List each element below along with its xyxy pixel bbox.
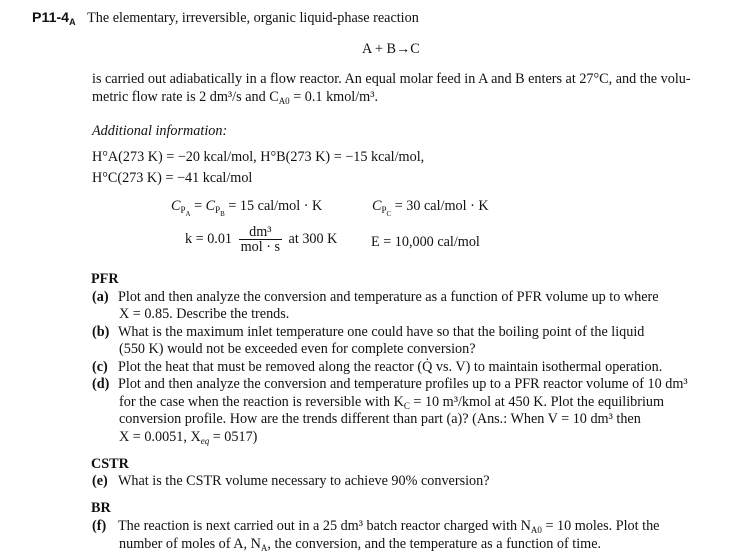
question-f-line-1: The reaction is next carried out in a 25 dm³ batch reactor charged with N xyxy=(118,518,531,534)
question-a xyxy=(92,288,659,306)
problem-header xyxy=(32,9,419,31)
activation-energy: E = 10,000 cal/mol xyxy=(371,234,480,250)
question-f-line-2: number of moles of A, N xyxy=(119,536,261,552)
question-b-line-1: What is the maximum inlet temperature one could have so that the boiling point of the liquid xyxy=(118,324,645,340)
question-a-cont: X = 0.85. Describe the trends. xyxy=(119,306,290,322)
question-f-cont: number of moles of A, $N_A$, the conversion, and the temperature as a function of time. xyxy=(119,536,602,553)
question-b xyxy=(92,323,644,341)
heat-capacity-ab: $C_{P_A} = C_{P_B} = 15$ cal/mol · K xyxy=(171,198,323,218)
reaction-equation: A + B→C xyxy=(362,41,420,57)
enthalpy-line-1: H°A(273 K) = −20 kcal/mol, H°B(273 K) = −15 kcal/mol, xyxy=(92,149,425,165)
heat-capacity-c: $C_{P_C} = 30$ cal/mol · K xyxy=(372,198,489,218)
question-a-line-1: Plot and then analyze the conversion and temperature as a function of PFR volume up to where xyxy=(118,289,659,305)
question-b-label: (b) xyxy=(92,324,110,340)
question-c-label: (c) xyxy=(92,359,108,375)
rate-constant-units xyxy=(239,225,282,254)
rate-constant-suffix: at 300 K xyxy=(288,230,338,247)
question-d-line-1: Plot and then analyze the conversion and temperature profiles up to a PFR reactor volume of 10 dm³ xyxy=(118,376,688,392)
question-f-line-1-b: = 10 moles. Plot the xyxy=(541,518,660,534)
additional-info-heading: Additional information: xyxy=(92,123,228,139)
question-d-line-4: X = 0.0051, X xyxy=(119,429,201,445)
section-br: BR xyxy=(91,500,111,516)
section-cstr: CSTR xyxy=(91,456,129,472)
question-e-line-1: What is the CSTR volume necessary to achieve 90% conversion? xyxy=(118,473,490,489)
question-f-line-2-b: , the conversion, and the temperature as a function of time. xyxy=(267,536,602,552)
question-d-cont-1: for the case when the reaction is reversible with $K_C = 10$ m³/kmol at 450 K. Plot the equilibrium xyxy=(119,394,665,411)
question-d-label: (d) xyxy=(92,376,110,392)
section-pfr: PFR xyxy=(91,271,119,287)
problem-difficulty: A xyxy=(69,17,76,27)
rate-constant-prefix: k = 0.01 xyxy=(185,230,233,247)
question-d-line-2: for the case when the reaction is reversible with K xyxy=(119,394,404,410)
intro-line-2 xyxy=(92,88,378,110)
rate-constant xyxy=(185,225,337,254)
question-d-cont-2: conversion profile. How are the trends different than part (a)? (Ans.: When V = 10 dm³ then xyxy=(119,411,641,427)
rate-constant-units-den: mol · s xyxy=(240,239,280,255)
heat-capacity-ab-value: = 15 cal/mol · K xyxy=(228,198,323,214)
question-d xyxy=(92,375,688,393)
question-d-line-2-b: = 10 m³/kmol at 450 K. Plot the equilibrium xyxy=(409,394,665,410)
question-b-cont: (550 K) would not be exceeded even for complete conversion? xyxy=(119,341,476,357)
intro-line-2-text: metric flow rate is 2 dm³/s and C xyxy=(92,89,279,105)
intro-line-2-sub: A0 xyxy=(278,96,290,106)
enthalpy-line-2: H°C(273 K) = −41 kcal/mol xyxy=(92,170,253,186)
intro-line-1: is carried out adiabatically in a flow reactor. An equal molar feed in A and B enters at 27°C, and the volu- xyxy=(92,71,691,87)
question-f: (f) The reaction is next carried out in a 25 dm³ batch reactor charged with $N_{A0} = 10$ moles. Plot the xyxy=(92,518,660,535)
intro-line-2-end: = 0.1 kmol/m³. xyxy=(289,89,379,105)
question-c-line-1: Plot the heat that must be removed along the reactor (Q̇ vs. V) to maintain isothermal operation. xyxy=(118,359,663,375)
question-d-line-4-b: = 0517) xyxy=(209,429,258,445)
problem-title: The elementary, irreversible, organic liquid-phase reaction xyxy=(87,10,419,26)
question-c xyxy=(92,358,662,376)
question-d-cont-3: X = 0.0051, $X_{eq} = 0517$) xyxy=(119,429,258,446)
question-e xyxy=(92,472,490,490)
problem-number: P11-4 xyxy=(32,10,70,26)
heat-capacity-c-value: = 30 cal/mol · K xyxy=(394,198,489,214)
question-e-label: (e) xyxy=(92,473,108,489)
rate-constant-units-num: dm³ xyxy=(239,225,282,240)
question-a-label: (a) xyxy=(92,289,109,305)
question-f-label: (f) xyxy=(92,518,107,534)
